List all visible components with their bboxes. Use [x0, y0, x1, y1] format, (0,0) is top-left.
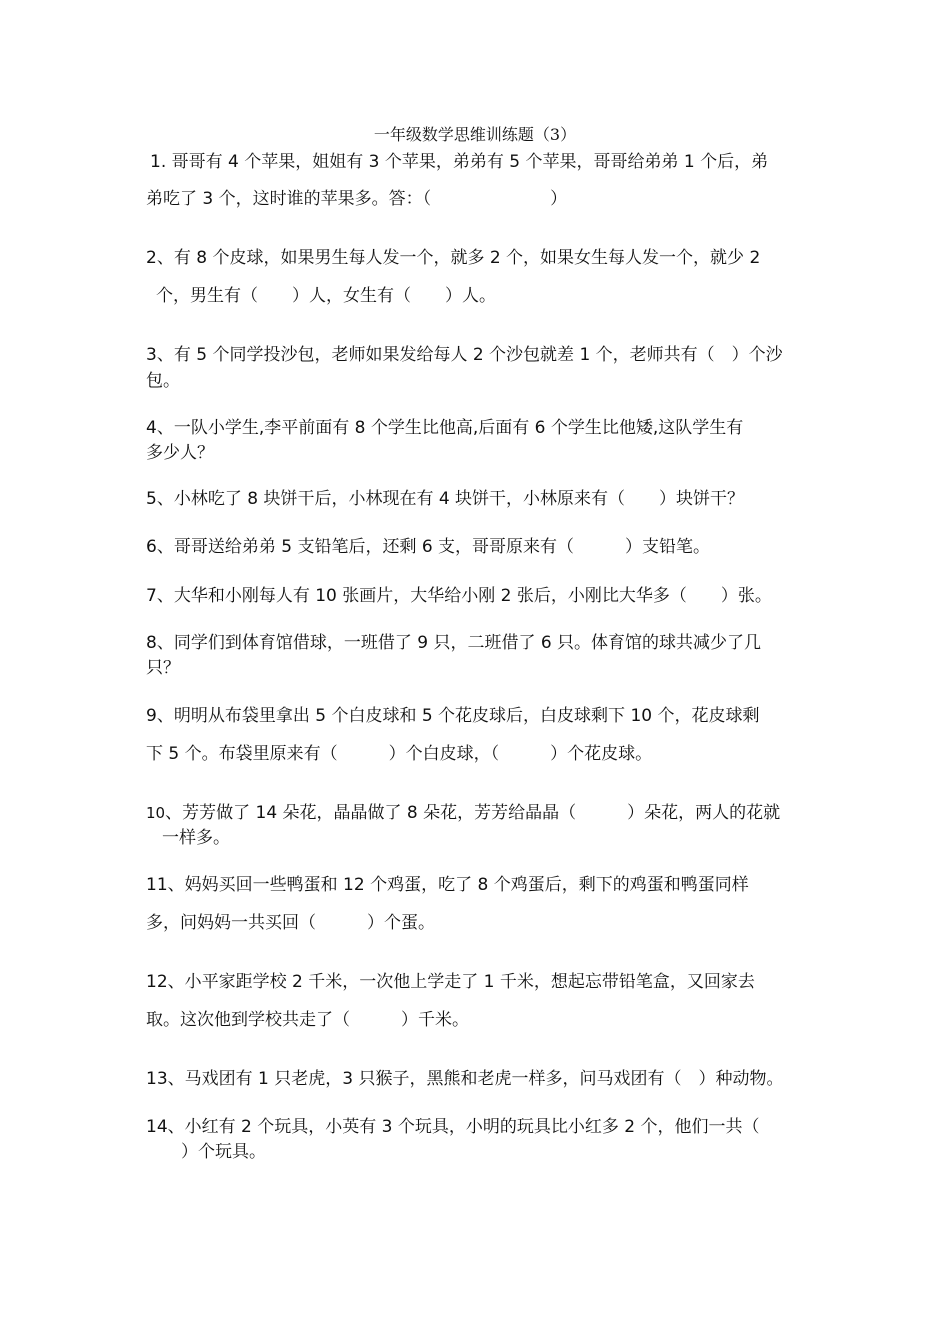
question-11-line-1: 11、妈妈买回一些鸭蛋和 12 个鸡蛋，吃了 8 个鸡蛋后，剩下的鸡蛋和鸭蛋同样 — [146, 875, 749, 895]
question-7-line-1: 7、大华和小刚每人有 10 张画片，大华给小刚 2 张后，小刚比大华多（ ）张。 — [146, 586, 772, 606]
question-12-line-2: 取。这次他到学校共走了（ ）千米。 — [146, 1010, 469, 1030]
question-2-line-1: 2、有 8 个皮球，如果男生每人发一个，就多 2 个，如果女生每人发一个，就少 2 — [146, 248, 761, 268]
question-1-line-2: 弟吃了 3 个，这时谁的苹果多。答：（ ） — [146, 189, 568, 209]
question-11-line-2: 多，问妈妈一共买回（ ）个蛋。 — [146, 913, 435, 933]
question-10-line-2: 一样多。 — [162, 828, 230, 848]
question-9-line-1: 9、明明从布袋里拿出 5 个白皮球和 5 个花皮球后，白皮球剩下 10 个，花皮球剩 — [146, 706, 760, 726]
question-1-line-1: 1. 哥哥有 4 个苹果，姐姐有 3 个苹果，弟弟有 5 个苹果，哥哥给弟弟 1 个后，弟 — [150, 152, 769, 172]
question-4-line-2: 多少人？ — [146, 443, 214, 463]
question-9-line-2: 下 5 个。布袋里原来有（ ）个白皮球，（ ）个花皮球。 — [146, 744, 653, 764]
question-2-line-2: 个，男生有（ ）人，女生有（ ）人。 — [156, 286, 496, 306]
question-10-line-1 — [146, 801, 780, 825]
question-14-line-1: 14、小红有 2 个玩具，小英有 3 个玩具，小明的玩具比小红多 2 个，他们一共（ — [146, 1117, 760, 1137]
question-8-line-1: 8、同学们到体育馆借球，一班借了 9 只，二班借了 6 只。体育馆的球共减少了几 — [146, 633, 762, 653]
question-12-line-1: 12、小平家距学校 2 千米，一次他上学走了 1 千米，想起忘带铅笔盒，又回家去 — [146, 972, 755, 992]
question-3-line-1: 3、有 5 个同学投沙包，老师如果发给每人 2 个沙包就差 1 个，老师共有（ ）个沙 — [146, 345, 783, 365]
question-10-number: 10 — [146, 804, 166, 822]
question-10-text: 、芳芳做了 14 朵花，晶晶做了 8 朵花，芳芳给晶晶（ ）朵花，两人的花就 — [165, 803, 781, 823]
question-4-line-1: 4、一队小学生,李平前面有 8 个学生比他高,后面有 6 个学生比他矮,这队学生有 — [146, 418, 744, 438]
question-13-line-1: 13、马戏团有 1 只老虎，3 只猴子，黑熊和老虎一样多，问马戏团有（ ）种动物。 — [146, 1069, 784, 1089]
question-6-line-1: 6、哥哥送给弟弟 5 支铅笔后，还剩 6 支，哥哥原来有（ ）支铅笔。 — [146, 537, 711, 557]
question-5-line-1: 5、小林吃了 8 块饼干后，小林现在有 4 块饼干，小林原来有（ ）块饼干？ — [146, 489, 745, 509]
question-3-line-2: 包。 — [146, 371, 180, 391]
page-title: 一年级数学思维训练题（3） — [373, 125, 577, 144]
question-8-line-2: 只？ — [146, 658, 180, 678]
question-14-line-2: ）个玩具。 — [164, 1142, 266, 1162]
